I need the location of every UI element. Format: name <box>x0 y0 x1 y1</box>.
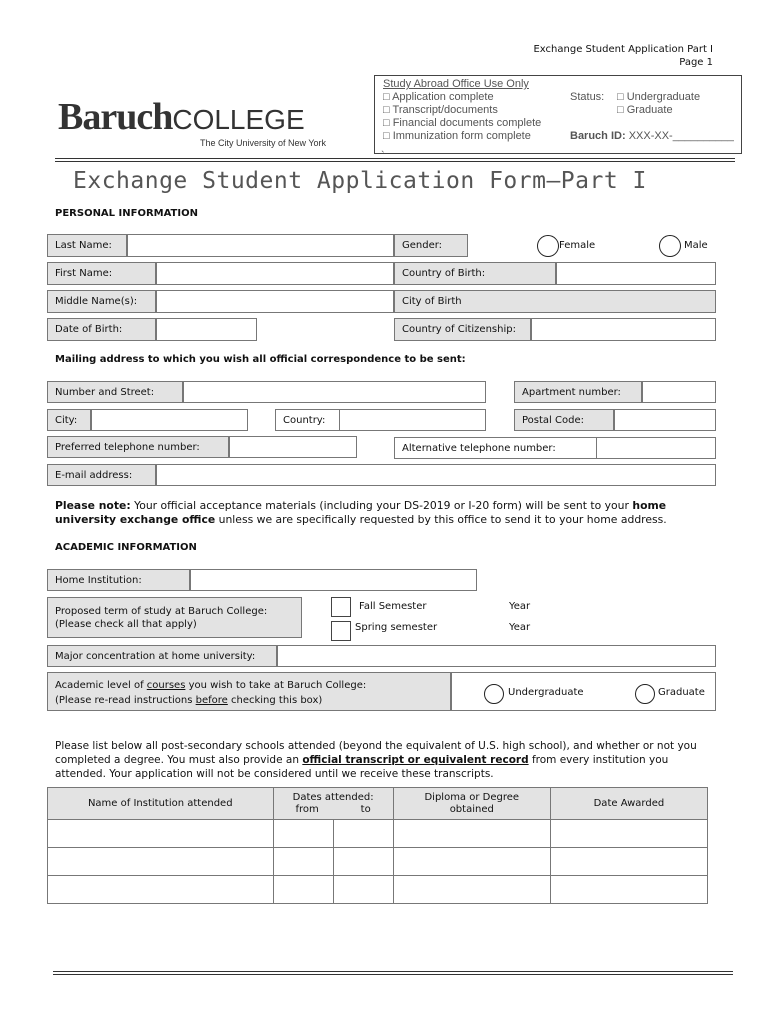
diploma-cell[interactable] <box>393 848 550 876</box>
institution-cell[interactable] <box>48 820 274 848</box>
office-use-title: Study Abroad Office Use Only <box>383 78 529 90</box>
graduate-label: Graduate <box>658 687 705 698</box>
female-label: Female <box>559 240 596 251</box>
female-radio[interactable] <box>537 235 559 257</box>
spring-semester-label: Spring semester <box>355 622 438 633</box>
fall-semester-label: Fall Semester <box>359 601 427 612</box>
note-lead: Please note: <box>55 499 131 512</box>
major-field[interactable] <box>277 645 716 667</box>
phone-field[interactable] <box>229 436 357 458</box>
document-title: Exchange Student Application Part I <box>533 44 713 55</box>
proposed-term-label <box>47 597 302 638</box>
form-title: Exchange Student Application Form–Part I <box>73 168 647 194</box>
footer-rule <box>53 971 733 975</box>
level-line2-u: before <box>195 695 228 706</box>
city-of-birth-label: City of Birth <box>394 290 716 313</box>
office-item-immunization: □ Immunization form complete <box>383 130 531 142</box>
to-cell[interactable] <box>333 876 393 904</box>
country-of-birth-field[interactable] <box>556 262 716 285</box>
academic-info-heading: ACADEMIC INFORMATION <box>55 542 197 553</box>
email-field[interactable] <box>156 464 716 486</box>
table-row <box>48 876 708 904</box>
institution-cell[interactable] <box>48 848 274 876</box>
country-of-citizenship-label: Country of Citizenship: <box>394 318 531 341</box>
office-use-section <box>383 78 541 143</box>
country-field[interactable] <box>339 409 486 431</box>
logo-name: Baruch <box>58 96 173 138</box>
col-dates-title: Dates attended: <box>292 791 374 803</box>
alt-phone-label: Alternative telephone number: <box>394 437 596 459</box>
undergraduate-radio[interactable] <box>484 684 504 704</box>
awarded-cell[interactable] <box>550 876 707 904</box>
to-cell[interactable] <box>333 848 393 876</box>
postal-code-label: Postal Code: <box>514 409 614 431</box>
from-cell[interactable] <box>273 848 333 876</box>
table-row <box>48 820 708 848</box>
logo-college: COLLEGE <box>172 104 305 135</box>
col-to: to <box>360 803 371 815</box>
header-rule <box>55 158 735 162</box>
from-cell[interactable] <box>273 820 333 848</box>
spring-year-label: Year <box>509 622 531 633</box>
fall-year-label: Year <box>509 601 531 612</box>
street-field[interactable] <box>183 381 486 403</box>
academic-level-line-1 <box>55 678 450 693</box>
graduate-radio[interactable] <box>635 684 655 704</box>
to-cell[interactable] <box>333 820 393 848</box>
city-label: City: <box>47 409 91 431</box>
academic-level-label <box>47 672 451 711</box>
awarded-cell[interactable] <box>550 820 707 848</box>
office-item-application: □ Application complete <box>383 91 494 103</box>
baruch-id-label: Baruch ID: <box>570 130 626 142</box>
office-item-transcript: □ Transcript/documents <box>383 104 498 116</box>
middle-names-field[interactable] <box>156 290 394 313</box>
col-dates <box>273 788 393 820</box>
postal-code-field[interactable] <box>614 409 716 431</box>
note-text-1: Your official acceptance materials (including your DS-2019 or I-20 form) will be sent to your <box>130 499 633 512</box>
document-header <box>533 43 713 69</box>
country-of-birth-label: Country of Birth: <box>394 262 556 285</box>
male-radio[interactable] <box>659 235 681 257</box>
schools-instructions <box>55 739 720 781</box>
date-of-birth-field[interactable] <box>156 318 257 341</box>
from-cell[interactable] <box>273 876 333 904</box>
col-diploma-line-1: Diploma or Degree <box>424 791 520 803</box>
level-line1-a: Academic level of <box>55 680 147 691</box>
gender-label: Gender: <box>394 234 468 257</box>
home-institution-label: Home Institution: <box>47 569 190 591</box>
office-status-label: Status: <box>570 91 605 103</box>
male-label: Male <box>684 240 708 251</box>
logo-subtitle: The City University of New York <box>200 138 327 148</box>
undergraduate-label: Undergraduate <box>508 687 584 698</box>
personal-info-heading: PERSONAL INFORMATION <box>55 208 198 219</box>
phone-label: Preferred telephone number: <box>47 436 229 458</box>
note-text-2: unless we are specifically requested by this office to send it to your home address. <box>215 513 667 526</box>
stray-mark: ` <box>381 150 385 162</box>
major-label: Major concentration at home university: <box>47 645 277 667</box>
office-baruch-id <box>570 130 734 143</box>
level-line2-a: (Please re-read instructions <box>55 695 196 706</box>
baruch-id-value: XXX-XX-__________ <box>628 130 734 142</box>
first-name-label: First Name: <box>47 262 156 285</box>
home-institution-field[interactable] <box>190 569 477 591</box>
schools-table <box>47 787 708 904</box>
baruch-logo <box>58 95 305 139</box>
page-number: Page 1 <box>679 57 713 68</box>
street-label: Number and Street: <box>47 381 183 403</box>
country-of-citizenship-field[interactable] <box>531 318 716 341</box>
academic-level-line-2 <box>55 693 450 708</box>
col-from: from <box>295 803 319 815</box>
apartment-label: Apartment number: <box>514 381 642 403</box>
office-status-options <box>617 91 700 117</box>
city-field[interactable] <box>91 409 248 431</box>
apartment-field[interactable] <box>642 381 716 403</box>
office-status-graduate: □ Graduate <box>617 104 673 116</box>
office-status-undergraduate: □ Undergraduate <box>617 91 701 103</box>
proposed-term-line-1: Proposed term of study at Baruch College: <box>55 606 268 617</box>
first-name-field[interactable] <box>156 262 394 285</box>
note-bold: home university exchange office <box>55 499 667 526</box>
diploma-cell[interactable] <box>393 876 550 904</box>
last-name-label: Last Name: <box>47 234 127 257</box>
schools-bold: official transcript or equivalent record <box>302 754 529 766</box>
col-date-awarded: Date Awarded <box>550 788 707 820</box>
col-dates-sub <box>275 804 392 816</box>
office-item-financial: □ Financial documents complete <box>383 117 542 129</box>
proposed-term-line-2: (Please check all that apply) <box>55 619 197 630</box>
email-label: E-mail address: <box>47 464 156 486</box>
last-name-field[interactable] <box>127 234 394 257</box>
table-row <box>48 848 708 876</box>
schools-text-1: Please list below all post-secondary schools attended (beyond the equivalent of U.S. high school), and whether or not you completed a degree. You must also provide an <box>55 740 697 766</box>
col-diploma-line-2: obtained <box>449 803 494 815</box>
awarded-cell[interactable] <box>550 848 707 876</box>
middle-names-label: Middle Name(s): <box>47 290 156 313</box>
level-line1-u: courses <box>146 680 186 691</box>
level-line2-b: checking this box) <box>227 695 323 706</box>
schools-text-2: from every institution you attended. Your application will not be considered until we receive these transcripts. <box>55 754 669 780</box>
mailing-heading: Mailing address to which you wish all official correspondence to be sent: <box>55 354 466 365</box>
alt-phone-field[interactable] <box>596 437 716 459</box>
col-diploma <box>393 788 550 820</box>
spring-semester-checkbox[interactable] <box>331 621 351 641</box>
country-label: Country: <box>275 409 339 431</box>
diploma-cell[interactable] <box>393 820 550 848</box>
level-line1-b: you wish to take at Baruch College: <box>185 680 367 691</box>
schools-table-header <box>48 788 708 820</box>
col-institution: Name of Institution attended <box>48 788 274 820</box>
institution-cell[interactable] <box>48 876 274 904</box>
acceptance-note <box>55 499 717 527</box>
fall-semester-checkbox[interactable] <box>331 597 351 617</box>
date-of-birth-label: Date of Birth: <box>47 318 156 341</box>
